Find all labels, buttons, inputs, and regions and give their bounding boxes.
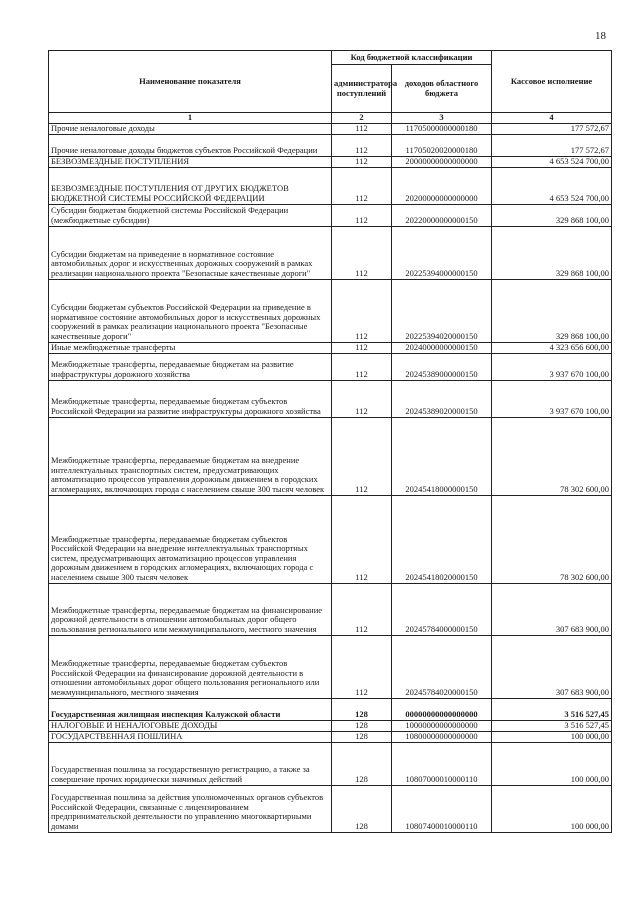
row-income-code: 10000000000000000 [392,720,492,731]
row-admin-code: 112 [332,123,392,134]
table-row [49,134,612,156]
row-cash-value: 3 516 527,45 [492,698,612,720]
row-name: Субсидии бюджетам субъектов Российской Федерации на приведение в нормативное состояние автомобильных дорог и искусственных дорожных сооружений в рамках реализации национального проекта "Безопасные качественные дороги" [49,279,332,342]
row-name: Межбюджетные трансферты, передаваемые бюджетам субъектов Российской Федерации на развитие инфраструктуры дорожного хозяйства [49,380,332,417]
row-admin-code: 128 [332,785,392,832]
row-cash-value: 307 683 900,00 [492,635,612,698]
row-cash-value: 329 868 100,00 [492,279,612,342]
row-admin-code: 112 [332,417,392,495]
table-row [49,167,612,204]
row-income-code: 20225394000000150 [392,226,492,279]
table-row [49,785,612,832]
row-name: Прочие неналоговые доходы [49,123,332,134]
row-cash-value: 78 302 600,00 [492,417,612,495]
table-row [49,742,612,785]
row-cash-value: 329 868 100,00 [492,226,612,279]
row-admin-code: 112 [332,583,392,635]
table-row [49,353,612,380]
table-row [49,342,612,353]
row-admin-code: 112 [332,495,392,583]
row-cash-value: 100 000,00 [492,785,612,832]
row-name: НАЛОГОВЫЕ И НЕНАЛОГОВЫЕ ДОХОДЫ [49,720,332,731]
row-income-code: 20245784000000150 [392,583,492,635]
row-income-code: 10800000000000000 [392,731,492,742]
row-admin-code: 112 [332,635,392,698]
table-row [49,731,612,742]
row-name: Межбюджетные трансферты, передаваемые бюджетам на финансирование дорожной деятельности в отношении автомобильных дорог общего пользования регионального или межмуниципального, местного значения [49,583,332,635]
row-admin-code: 128 [332,731,392,742]
header-code-group: Код бюджетной классификации [332,51,492,65]
row-income-code: 20245389000000150 [392,353,492,380]
row-name: Субсидии бюджетам бюджетной системы Российской Федерации (межбюджетные субсидии) [49,204,332,226]
row-cash-value: 4 653 524 700,00 [492,156,612,167]
row-admin-code: 128 [332,698,392,720]
row-income-code: 11705000000000180 [392,123,492,134]
row-income-code: 20245389020000150 [392,380,492,417]
row-admin-code: 112 [332,342,392,353]
row-cash-value: 3 937 670 100,00 [492,353,612,380]
row-name: ГОСУДАРСТВЕННАЯ ПОШЛИНА [49,731,332,742]
table-row [49,204,612,226]
row-income-code: 20220000000000150 [392,204,492,226]
row-name: БЕЗВОЗМЕЗДНЫЕ ПОСТУПЛЕНИЯ ОТ ДРУГИХ БЮДЖЕТОВ БЮДЖЕТНОЙ СИСТЕМЫ РОССИЙСКОЙ ФЕДЕРАЦИИ [49,167,332,204]
table-row [49,380,612,417]
row-admin-code: 128 [332,720,392,731]
row-income-code: 00000000000000000 [392,698,492,720]
row-cash-value: 3 937 670 100,00 [492,380,612,417]
table-row [49,720,612,731]
row-admin-code: 112 [332,167,392,204]
header-cash: Кассовое исполнение [492,51,612,113]
row-income-code: 20200000000000000 [392,167,492,204]
header-income: доходов областного бюджета [392,65,492,113]
row-admin-code: 112 [332,134,392,156]
table-row [49,156,612,167]
row-cash-value: 100 000,00 [492,742,612,785]
row-cash-value: 100 000,00 [492,731,612,742]
row-name: Межбюджетные трансферты, передаваемые бюджетам на внедрение интеллектуальных транспортных систем, предусматривающих автоматизацию процессов управления дорожным движением в городских агломерациях, включающих города с населением свыше 300 тысяч человек [49,417,332,495]
row-income-code: 10807400010000110 [392,785,492,832]
row-name: Государственная жилищная инспекция Калужской области [49,698,332,720]
row-cash-value: 78 302 600,00 [492,495,612,583]
row-cash-value: 4 323 656 600,00 [492,342,612,353]
table-body [49,123,612,832]
row-name: Иные межбюджетные трансферты [49,342,332,353]
row-name: БЕЗВОЗМЕЗДНЫЕ ПОСТУПЛЕНИЯ [49,156,332,167]
row-admin-code: 112 [332,353,392,380]
row-name: Прочие неналоговые доходы бюджетов субъектов Российской Федерации [49,134,332,156]
table-row [49,279,612,342]
row-admin-code: 112 [332,204,392,226]
row-name: Межбюджетные трансферты, передаваемые бюджетам субъектов Российской Федерации на финансирование дорожной деятельности в отношении автомобильных дорог общего пользования регионального или межмуниципального, местного значения [49,635,332,698]
table-row [49,417,612,495]
row-income-code: 20245418020000150 [392,495,492,583]
row-income-code: 11705020020000180 [392,134,492,156]
header-num-1: 1 [49,113,332,124]
table-row [49,123,612,134]
row-name: Межбюджетные трансферты, передаваемые бюджетам на развитие инфраструктуры дорожного хозяйства [49,353,332,380]
budget-table [48,50,612,833]
table-row [49,698,612,720]
row-income-code: 20000000000000000 [392,156,492,167]
row-admin-code: 128 [332,742,392,785]
header-num-3: 3 [392,113,492,124]
row-cash-value: 177 572,67 [492,134,612,156]
table-row [49,635,612,698]
row-admin-code: 112 [332,380,392,417]
row-name: Государственная пошлина за действия уполномоченных органов субъектов Российской Федерации, связанные с лицензированием предпринимательской деятельности по управлению многоквартирными домами [49,785,332,832]
row-admin-code: 112 [332,156,392,167]
row-name: Межбюджетные трансферты, передаваемые бюджетам субъектов Российской Федерации на внедрение интеллектуальных транспортных систем, предусматривающих автоматизацию процессов управления дорожным движением в городских агломерациях, включающих города с населением свыше 300 тысяч человек [49,495,332,583]
row-admin-code: 112 [332,279,392,342]
row-cash-value: 307 683 900,00 [492,583,612,635]
row-income-code: 20240000000000150 [392,342,492,353]
header-admin: администратора поступлений [332,65,392,113]
row-name: Субсидии бюджетам на приведение в нормативное состояние автомобильных дорог и искусственных дорожных сооружений в рамках реализации национального проекта "Безопасные качественные дороги" [49,226,332,279]
row-name: Государственная пошлина за государственную регистрацию, а также за совершение прочих юридически значимых действий [49,742,332,785]
row-cash-value: 3 516 527,45 [492,720,612,731]
row-income-code: 20245418000000150 [392,417,492,495]
row-cash-value: 177 572,67 [492,123,612,134]
row-income-code: 10807000010000110 [392,742,492,785]
table-row [49,583,612,635]
row-income-code: 20245784020000150 [392,635,492,698]
row-income-code: 20225394020000150 [392,279,492,342]
table-row [49,226,612,279]
row-cash-value: 4 653 524 700,00 [492,167,612,204]
row-cash-value: 329 868 100,00 [492,204,612,226]
table-row [49,495,612,583]
header-num-2: 2 [332,113,392,124]
row-admin-code: 112 [332,226,392,279]
page-number: 18 [595,30,606,42]
header-num-4: 4 [492,113,612,124]
header-name: Наименование показателя [49,51,332,113]
